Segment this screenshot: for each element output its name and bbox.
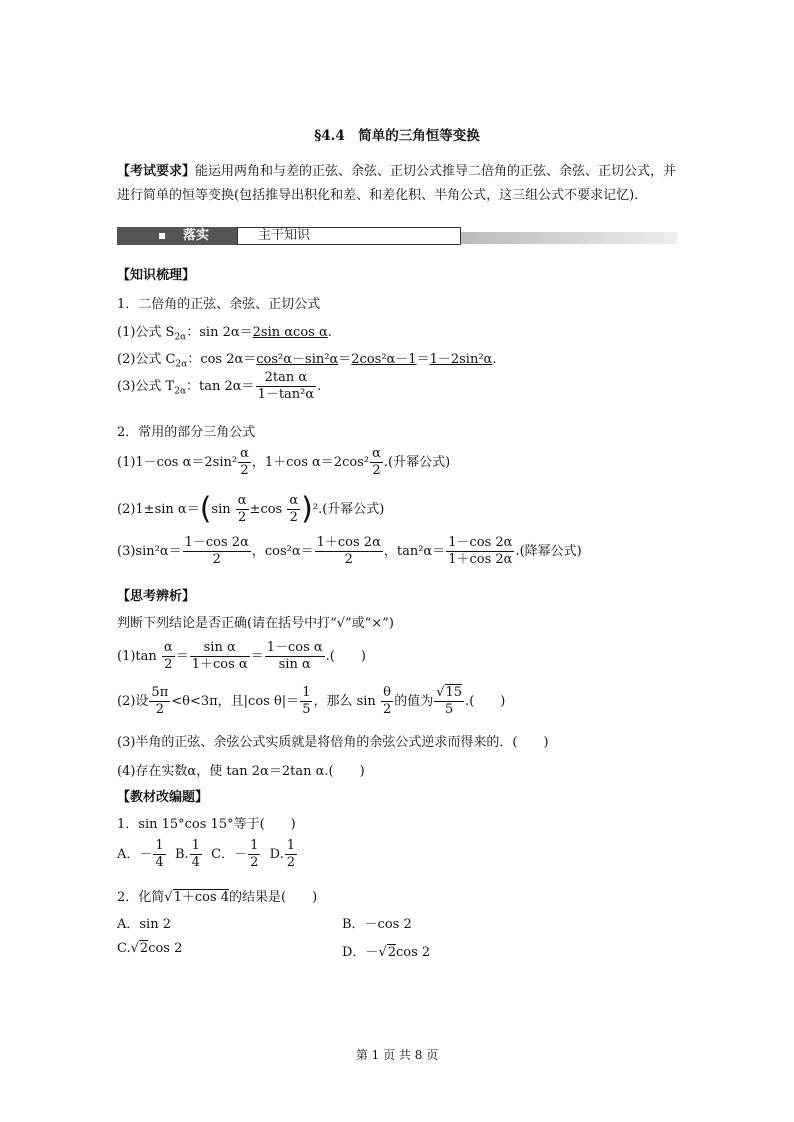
option-c: C．－ xyxy=(211,847,248,862)
square-icon xyxy=(159,233,165,239)
radicand: 2 xyxy=(139,941,149,956)
q2-d: 的值为 xyxy=(394,694,434,709)
page-footer: 第 1 页 共 8 页 xyxy=(355,1048,439,1062)
den: 2 xyxy=(372,463,381,478)
den: 4 xyxy=(155,855,164,870)
frac-root15-5 xyxy=(434,685,464,718)
thinking-q4: (4)存在实数α，使 tan 2α＝2tan α.( ) xyxy=(117,764,365,779)
frac-cos2 xyxy=(315,535,383,568)
f3-den: 1－tan²α xyxy=(257,387,315,402)
frac-1-4 xyxy=(190,838,202,871)
den: 2 xyxy=(250,855,259,870)
frac-q1-2 xyxy=(265,640,325,673)
f3-fraction xyxy=(256,370,317,403)
q1-end: .( ) xyxy=(325,649,366,664)
den: 2 xyxy=(238,510,247,525)
frac-theta-2 xyxy=(381,685,393,718)
q2-end: .( ) xyxy=(465,694,506,709)
section-banner xyxy=(117,226,677,246)
formula-s2a xyxy=(117,321,332,343)
f1-prefix: (1)公式 S xyxy=(117,325,175,340)
l2-cos: ±cos xyxy=(249,502,283,517)
frac-alpha-2 xyxy=(238,446,251,479)
sqrt-sign: √ xyxy=(130,941,139,956)
banner-left-label: 落实 xyxy=(183,228,210,243)
period: . xyxy=(492,352,497,367)
den: 4 xyxy=(191,855,200,870)
frac-tan2 xyxy=(446,535,514,568)
num: 1 xyxy=(302,685,311,700)
q1-a: (1)tan xyxy=(117,649,161,664)
p2-b: 的结果是( ) xyxy=(229,890,318,905)
num: 1 xyxy=(155,838,164,853)
section-knowledge: 【知识梳理】 xyxy=(117,268,196,283)
p2-option-b: B．－cos 2 xyxy=(342,917,412,932)
l2-a: (2)1±sin α＝ xyxy=(117,502,200,517)
section-textbook: 【教材改编题】 xyxy=(117,790,209,805)
formula-c2a xyxy=(117,348,496,370)
num: 1 xyxy=(286,838,296,853)
den: 2 xyxy=(289,510,298,525)
problem-1-options xyxy=(117,838,298,871)
den: 5 xyxy=(445,702,454,717)
option-a: A．－ xyxy=(117,847,153,862)
num: 1＋cos 2α xyxy=(316,535,381,550)
num: sin α xyxy=(190,640,250,657)
frac-q1-1 xyxy=(190,640,250,673)
num: 1－cos 2α xyxy=(184,535,249,550)
exam-requirement xyxy=(117,160,687,208)
f3-num: 2tan α xyxy=(256,370,317,387)
formula-t2a xyxy=(117,370,321,403)
num: 1－cos 2α xyxy=(448,535,513,550)
l3-e: .(降幂公式) xyxy=(515,544,582,559)
option-d: D. xyxy=(269,847,284,862)
problem-1: 1．sin 15°cos 15°等于( ) xyxy=(117,817,296,832)
frac-1-2 xyxy=(248,838,260,871)
opt-c-label: C. xyxy=(117,941,131,956)
den: 2 xyxy=(240,463,249,478)
l3-c: ，tan²α＝ xyxy=(383,544,446,559)
f3-prefix: (3)公式 T xyxy=(117,379,175,394)
option-b: B. xyxy=(174,847,189,862)
p2-radicand: 1＋cos 4 xyxy=(173,890,230,905)
thinking-q3: (3)半角的正弦、余弦公式实质就是将倍角的余弦公式逆求而得来的．( ) xyxy=(117,735,549,750)
right-paren: ) xyxy=(301,491,313,527)
banner-right-label: 主干知识 xyxy=(258,228,311,243)
frac-alpha-2 xyxy=(162,640,175,673)
f2-answer-3: 1－2sin²α xyxy=(429,352,493,367)
den: sin α xyxy=(278,657,311,672)
p2-option-d xyxy=(342,941,430,960)
f2-sub: 2α xyxy=(175,359,188,370)
num: 1－cos α xyxy=(266,640,323,655)
requirement-label: 【考试要求】 xyxy=(117,164,196,179)
equals: ＝ xyxy=(338,352,352,367)
banner-gradient xyxy=(461,232,677,244)
sqrt-sign: √ xyxy=(378,945,387,960)
den: 2 xyxy=(286,855,296,870)
p2-option-a: A．sin 2 xyxy=(117,917,171,932)
den: 5 xyxy=(302,702,311,717)
den: 2 xyxy=(164,657,173,672)
frac-sin2 xyxy=(183,535,251,568)
f3-mid: ：tan 2α＝ xyxy=(186,379,255,394)
radicand: 2 xyxy=(387,945,397,960)
num: 1 xyxy=(191,838,200,853)
k1-heading: 1．二倍角的正弦、余弦、正切公式 xyxy=(117,297,321,312)
f2-prefix: (2)公式 C xyxy=(117,352,176,367)
equals: ＝ xyxy=(416,352,430,367)
q2-b: <θ<3π，且|cos θ|＝ xyxy=(171,694,300,709)
k2-line1 xyxy=(117,446,450,479)
l3-a: (3)sin²α＝ xyxy=(117,544,182,559)
num: 1 xyxy=(250,838,259,853)
l1-c: .(升幂公式) xyxy=(383,455,451,470)
f2-answer-2: 2cos²α－1 xyxy=(351,352,417,367)
equals: ＝ xyxy=(175,649,189,664)
frac-5pi-2 xyxy=(149,685,170,718)
left-paren: ( xyxy=(199,491,212,527)
frac-1-4 xyxy=(153,838,165,871)
num: α xyxy=(237,493,247,508)
frac-alpha-2 xyxy=(236,493,249,526)
thinking-q2 xyxy=(117,685,505,718)
f2-answer-1: cos²α－sin²α xyxy=(256,352,339,367)
p2-a: 2．化简 xyxy=(117,890,165,905)
q2-a: (2)设 xyxy=(117,694,149,709)
q2-c: ，那么 sin xyxy=(313,694,380,709)
equals: ＝ xyxy=(250,649,264,664)
thinking-intro: 判断下列结论是否正确(请在括号中打“√”或“×”) xyxy=(117,616,394,631)
f1-sub: 2α xyxy=(174,332,187,343)
thinking-q1 xyxy=(117,640,366,673)
page-title: §4.4 简单的三角恒等变换 xyxy=(314,128,480,144)
l1-a: (1)1－cos α＝2sin² xyxy=(117,455,238,470)
section-thinking: 【思考辨析】 xyxy=(117,589,196,604)
l2-d: ².(升幂公式) xyxy=(312,502,385,517)
sqrt-sign: √ xyxy=(164,890,173,905)
k2-line2 xyxy=(117,493,384,526)
num: α xyxy=(372,446,381,461)
den: 2 xyxy=(212,552,221,567)
k2-heading: 2．常用的部分三角公式 xyxy=(117,425,256,440)
den: 2 xyxy=(382,702,392,717)
opt-d-text: cos 2 xyxy=(396,945,431,960)
den: 1＋cos α xyxy=(191,657,248,672)
num: √15 xyxy=(436,685,463,700)
l1-b: ，1＋cos α＝2cos² xyxy=(251,455,370,470)
problem-2 xyxy=(117,886,317,905)
l2-sin: sin xyxy=(211,502,231,517)
num: α xyxy=(163,640,173,655)
l3-b: ，cos²α＝ xyxy=(251,544,314,559)
f2-mid: ：cos 2α＝ xyxy=(187,352,257,367)
den: 1＋cos 2α xyxy=(448,552,513,567)
radicand: 15 xyxy=(445,685,463,700)
frac-1-2 xyxy=(285,838,297,871)
num: θ xyxy=(381,685,393,702)
banner-dark xyxy=(117,227,237,245)
f1-mid: ：sin 2α＝ xyxy=(186,325,253,340)
frac-1-5 xyxy=(300,685,312,718)
frac-alpha-2 xyxy=(370,446,383,479)
opt-c-text: cos 2 xyxy=(148,941,183,956)
period: . xyxy=(327,325,332,340)
requirement-text: 能运用两角和与差的正弦、余弦、正切公式推导二倍角的正弦、余弦、正切公式，并进行简单的恒等变换(包括推导出积化和差、和差化积、半角公式，这三组公式不要求记忆). xyxy=(117,164,677,203)
period: . xyxy=(317,379,322,394)
p2-option-c xyxy=(117,941,182,956)
num: α xyxy=(289,493,299,508)
num: 5π xyxy=(151,685,169,700)
opt-d-label: D．－ xyxy=(342,945,379,960)
den: 2 xyxy=(344,552,353,567)
banner-light xyxy=(237,227,461,245)
k2-line3 xyxy=(117,535,582,568)
frac-alpha-2 xyxy=(287,493,300,526)
num: α xyxy=(240,446,249,461)
den: 2 xyxy=(155,702,164,717)
f1-answer: 2sin αcos α xyxy=(252,325,328,340)
f3-sub: 2α xyxy=(174,386,187,397)
